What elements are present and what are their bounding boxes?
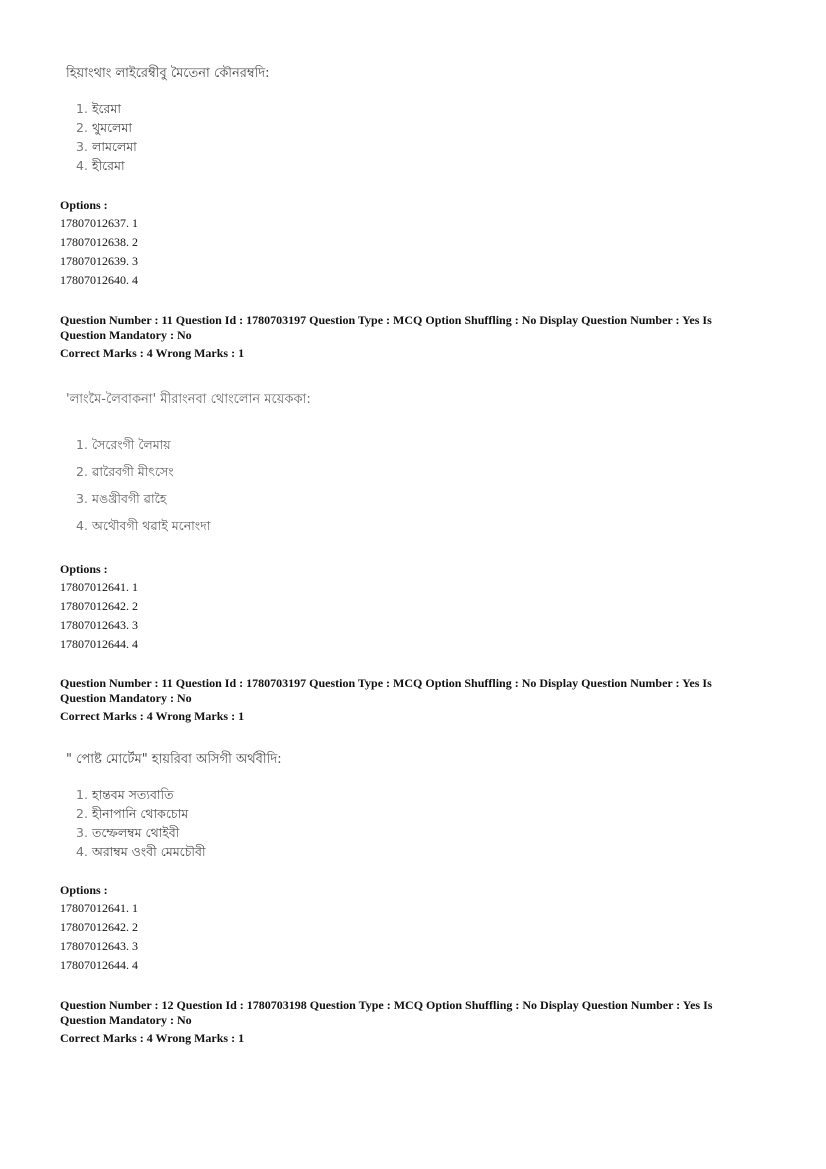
option-row: 17807012644. 4	[60, 637, 138, 651]
question-meta-line: Question Number : 11 Question Id : 1780703197 Question Type : MCQ Option Shuffling : No Display Question Number : Yes Is	[60, 676, 712, 690]
option-row: 17807012643. 3	[60, 618, 138, 632]
option-row: 17807012641. 1	[60, 901, 138, 915]
question-option: 2. ৱারৈবগী মীৎসেং	[76, 464, 174, 479]
question-image	[66, 390, 311, 539]
option-row: 17807012642. 2	[60, 599, 138, 613]
question-option: 1. ইরেমা	[76, 101, 121, 116]
question-mandatory: Question Mandatory : No	[60, 328, 192, 342]
question-meta-line: Question Number : 12 Question Id : 1780703198 Question Type : MCQ Option Shuffling : No Display Question Number : Yes Is	[60, 998, 713, 1012]
option-row: 17807012642. 2	[60, 920, 138, 934]
question-option: 4. অথৌবগী থৱাই মনোংদা	[76, 518, 211, 533]
question-option: 3. মঙখ্রীবগী ৱাহৈ	[76, 491, 167, 506]
question-option: 2. হীনাপানি থোকচোম	[76, 806, 189, 821]
options-list	[60, 560, 138, 654]
options-label: Options :	[60, 562, 108, 576]
question-option: 1. সৈরেংগী লৈমায়	[76, 437, 171, 452]
question-image	[66, 64, 270, 175]
question-meta-line: Question Number : 11 Question Id : 1780703197 Question Type : MCQ Option Shuffling : No Display Question Number : Yes Is	[60, 313, 712, 327]
question-meta	[60, 998, 760, 1046]
question-marks: Correct Marks : 4 Wrong Marks : 1	[60, 1031, 245, 1045]
options-list	[60, 196, 138, 290]
question-stem: " পোষ্ট মোর্টেম" হায়রিবা অসিগী অর্থবীদি:	[66, 752, 282, 767]
question-marks: Correct Marks : 4 Wrong Marks : 1	[60, 346, 245, 360]
option-row: 17807012638. 2	[60, 235, 138, 249]
question-option-list	[66, 99, 270, 175]
option-row: 17807012640. 4	[60, 273, 138, 287]
question-meta	[60, 313, 760, 361]
question-option: 4. অরাম্বম ওংবী মেমচৌবী	[76, 844, 206, 859]
options-label: Options :	[60, 883, 108, 897]
question-option: 3. তম্ফেলম্বম থোইবী	[76, 825, 180, 840]
question-option: 2. থুমলেমা	[76, 120, 132, 135]
option-row: 17807012641. 1	[60, 580, 138, 594]
question-meta	[60, 676, 760, 724]
question-stem: হিয়াংথাং লাইরেম্বীবু মৈতেনা কৌনরম্বদি:	[66, 66, 270, 81]
options-list	[60, 881, 138, 975]
question-option: 3. লামলেমা	[76, 139, 137, 154]
question-stem: 'লাংমৈ-লৈবাকনা' মীরাংনবা থোংলোন ময়েককা:	[66, 392, 311, 407]
question-mandatory: Question Mandatory : No	[60, 1013, 192, 1027]
question-mandatory: Question Mandatory : No	[60, 691, 192, 705]
question-option-list	[66, 431, 311, 539]
options-label: Options :	[60, 198, 108, 212]
option-row: 17807012644. 4	[60, 958, 138, 972]
option-row: 17807012643. 3	[60, 939, 138, 953]
question-option: 1. হান্তবম সত্যবাতি	[76, 787, 174, 802]
option-row: 17807012637. 1	[60, 216, 138, 230]
question-option-list	[66, 785, 282, 861]
question-marks: Correct Marks : 4 Wrong Marks : 1	[60, 709, 245, 723]
question-option: 4. হীরেমা	[76, 158, 125, 173]
option-row: 17807012639. 3	[60, 254, 138, 268]
question-image	[66, 750, 282, 861]
